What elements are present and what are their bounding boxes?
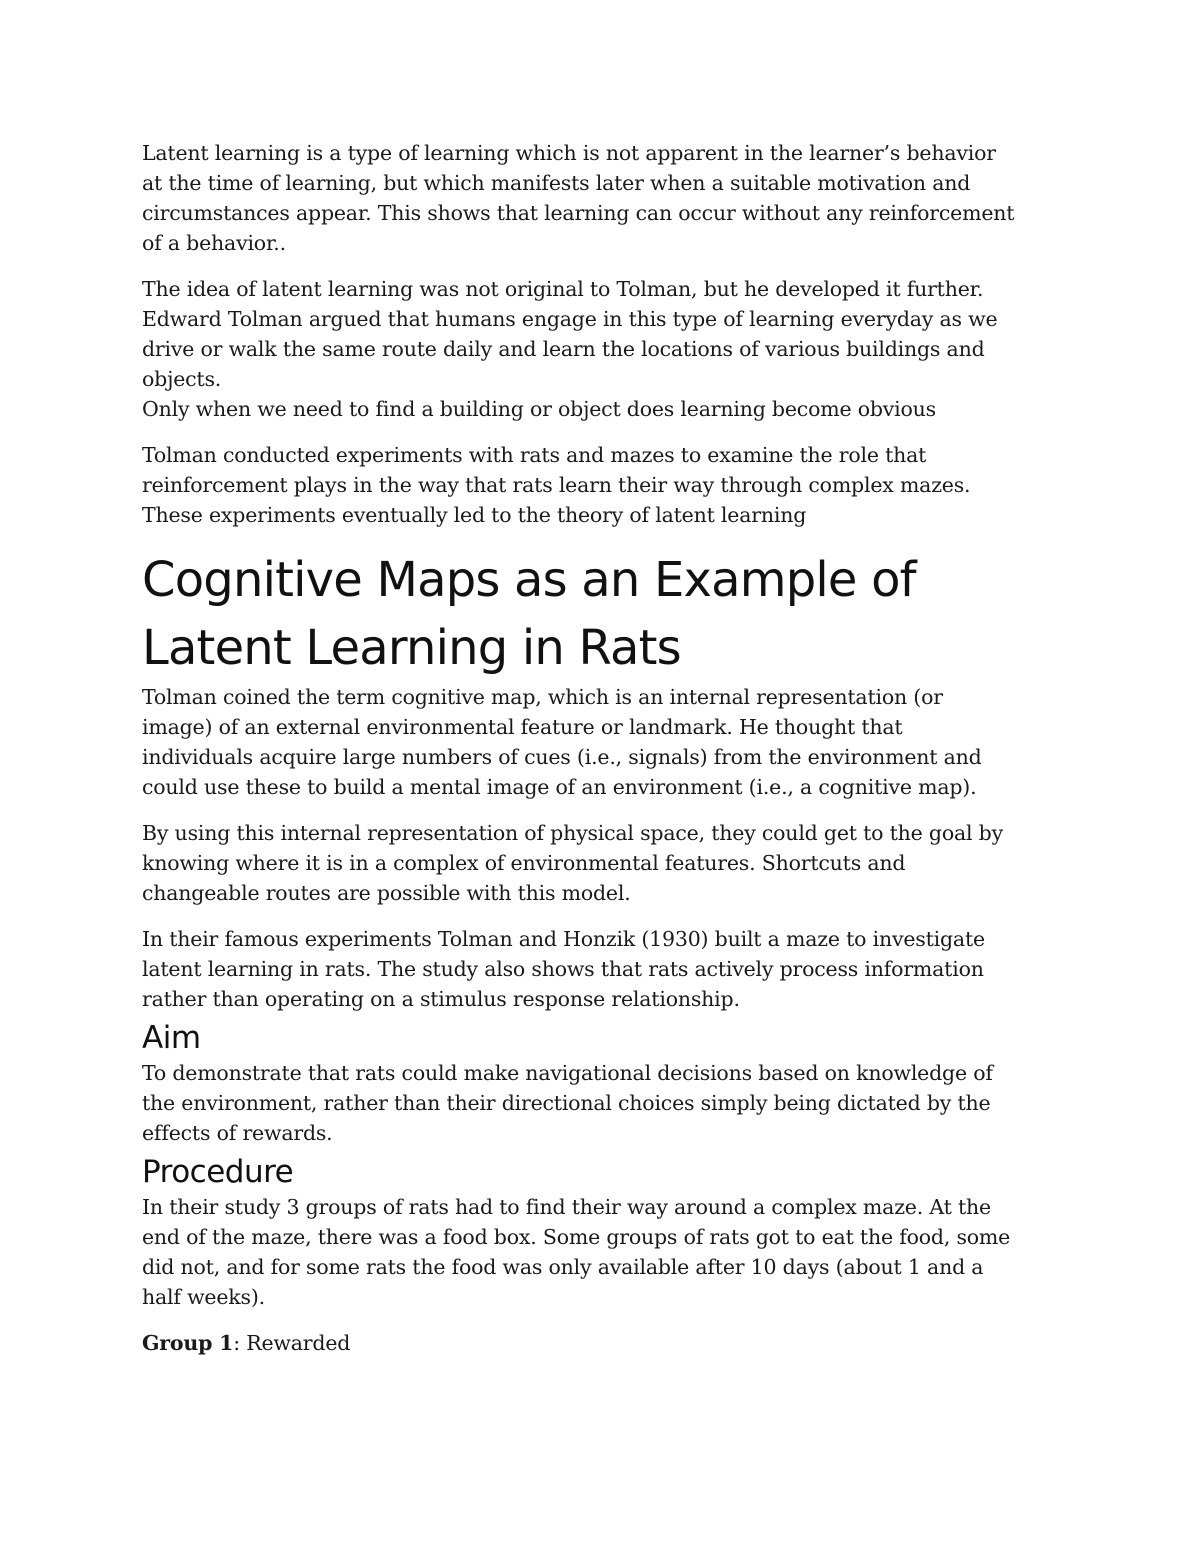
text-line: did not, and for some rats the food was only available after 10 days (about 1 and a — [142, 1255, 984, 1279]
text-line: changeable routes are possible with this model. — [142, 881, 631, 905]
text-line: the environment, rather than their directional choices simply being dictated by the — [142, 1091, 991, 1115]
text-line: Edward Tolman argued that humans engage in this type of learning everyday as we — [142, 307, 998, 331]
section-heading-cognitive-maps — [142, 546, 1072, 682]
intro-paragraph-2 — [142, 274, 1072, 424]
text-line: objects. — [142, 367, 222, 391]
text-line: effects of rewards. — [142, 1121, 333, 1145]
procedure-paragraph — [142, 1192, 1072, 1312]
cognitive-maps-paragraph-2 — [142, 818, 1072, 908]
text-line: Latent learning is a type of learning which is not apparent in the learner’s behavior — [142, 141, 996, 165]
text-line: latent learning in rats. The study also shows that rats actively process information — [142, 957, 984, 981]
procedure-heading: Procedure — [142, 1154, 294, 1190]
aim-heading: Aim — [142, 1020, 201, 1056]
document-page — [142, 138, 1072, 1374]
text-line: rather than operating on a stimulus response relationship. — [142, 987, 740, 1011]
text-line: By using this internal representation of physical space, they could get to the goal by — [142, 821, 1003, 845]
text-line: In their famous experiments Tolman and Honzik (1930) built a maze to investigate — [142, 927, 985, 951]
text-line: drive or walk the same route daily and learn the locations of various buildings and — [142, 337, 985, 361]
heading-line: Latent Learning in Rats — [142, 620, 681, 676]
text-line: knowing where it is in a complex of environmental features. Shortcuts and — [142, 851, 906, 875]
text-line: reinforcement plays in the way that rats learn their way through complex mazes. — [142, 473, 971, 497]
cognitive-maps-paragraph-1 — [142, 682, 1072, 802]
intro-paragraph-1 — [142, 138, 1072, 258]
intro-paragraph-3 — [142, 440, 1072, 530]
text-line: image) of an external environmental feature or landmark. He thought that — [142, 715, 903, 739]
group-1-label: Group 1 — [142, 1331, 234, 1355]
text-line: To demonstrate that rats could make navigational decisions based on knowledge of — [142, 1061, 993, 1085]
cognitive-maps-paragraph-3 — [142, 924, 1072, 1014]
heading-line: Cognitive Maps as an Example of — [142, 552, 916, 608]
text-line: of a behavior.. — [142, 231, 286, 255]
text-line: at the time of learning, but which manifests later when a suitable motivation and — [142, 171, 971, 195]
text-line: Tolman conducted experiments with rats and mazes to examine the role that — [142, 443, 927, 467]
text-line: half weeks). — [142, 1285, 265, 1309]
text-line: end of the maze, there was a food box. Some groups of rats got to eat the food, some — [142, 1225, 1011, 1249]
text-line: In their study 3 groups of rats had to find their way around a complex maze. At the — [142, 1195, 991, 1219]
text-line: could use these to build a mental image of an environment (i.e., a cognitive map). — [142, 775, 977, 799]
text-line: The idea of latent learning was not original to Tolman, but he developed it further. — [142, 277, 984, 301]
group-1-description: : Rewarded — [233, 1331, 351, 1355]
text-line: circumstances appear. This shows that learning can occur without any reinforcement — [142, 201, 1015, 225]
aim-paragraph — [142, 1058, 1072, 1148]
text-line: Only when we need to find a building or object does learning become obvious — [142, 397, 936, 421]
text-line: These experiments eventually led to the theory of latent learning — [142, 503, 807, 527]
text-line: individuals acquire large numbers of cues (i.e., signals) from the environment and — [142, 745, 982, 769]
group-1-line — [142, 1328, 1072, 1358]
text-line: Tolman coined the term cognitive map, which is an internal representation (or — [142, 685, 943, 709]
